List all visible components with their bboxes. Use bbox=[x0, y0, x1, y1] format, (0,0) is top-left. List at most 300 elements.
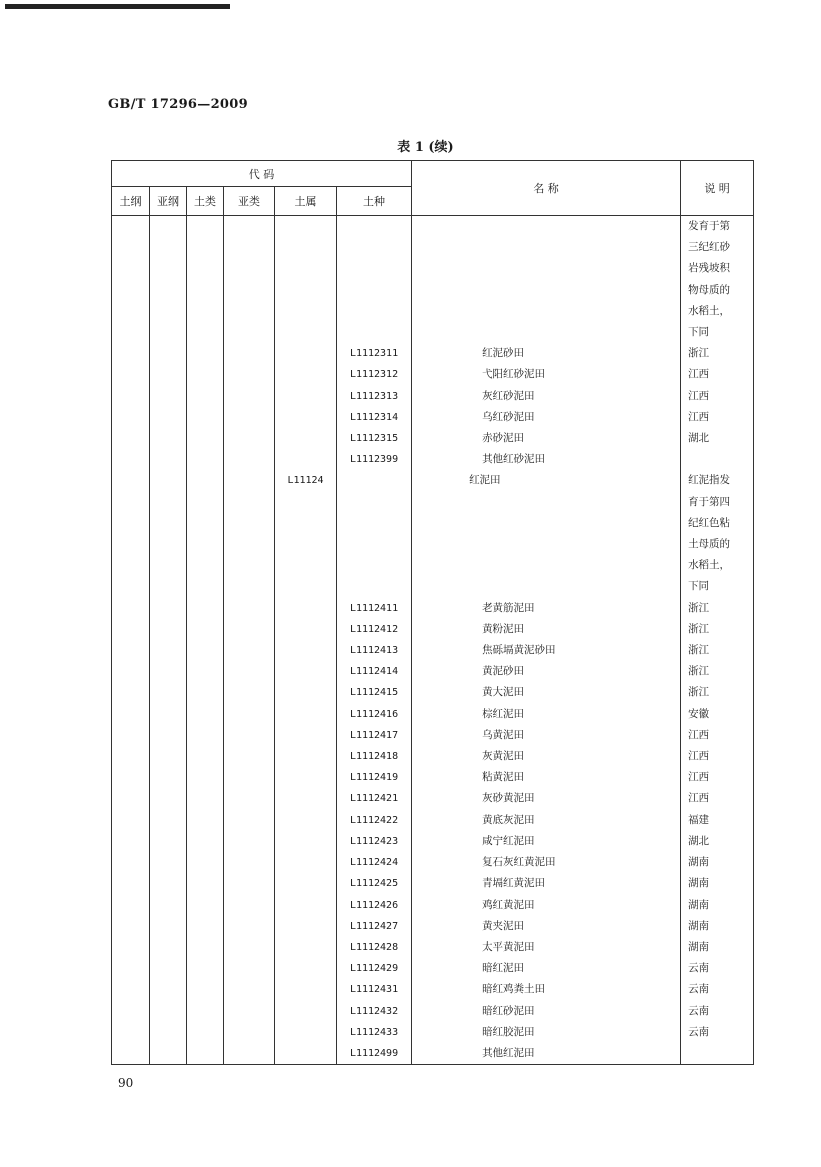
genus-cell bbox=[275, 386, 337, 407]
genus-cell bbox=[275, 661, 337, 682]
empty-cell bbox=[112, 725, 150, 746]
empty-cell bbox=[187, 937, 224, 958]
table-row bbox=[112, 364, 754, 385]
species-code-cell: L1112315 bbox=[337, 428, 412, 449]
table-row bbox=[112, 640, 754, 661]
col-header-suborder: 亚纲 bbox=[150, 187, 187, 216]
name-cell bbox=[412, 258, 681, 279]
table-row bbox=[112, 979, 754, 1000]
note-cell: 江西 bbox=[681, 407, 754, 428]
table-row bbox=[112, 895, 754, 916]
name-cell: 暗红鸡粪土田 bbox=[412, 979, 681, 1000]
empty-cell bbox=[187, 895, 224, 916]
note-cell: 浙江 bbox=[681, 343, 754, 364]
empty-cell bbox=[150, 301, 187, 322]
species-code-cell: L1112311 bbox=[337, 343, 412, 364]
name-cell: 粘黄泥田 bbox=[412, 767, 681, 788]
note-cell bbox=[681, 1043, 754, 1065]
empty-cell bbox=[187, 788, 224, 809]
name-cell: 其他红砂泥田 bbox=[412, 449, 681, 470]
genus-cell bbox=[275, 534, 337, 555]
empty-cell bbox=[187, 301, 224, 322]
code-group-header: 代 码 bbox=[112, 161, 412, 187]
genus-cell bbox=[275, 937, 337, 958]
note-cell: 云南 bbox=[681, 1001, 754, 1022]
col-header-subgroup: 亚类 bbox=[224, 187, 275, 216]
table-row bbox=[112, 598, 754, 619]
empty-cell bbox=[112, 534, 150, 555]
empty-cell bbox=[224, 598, 275, 619]
name-cell bbox=[412, 237, 681, 258]
empty-cell bbox=[187, 343, 224, 364]
empty-cell bbox=[224, 873, 275, 894]
col-header-order: 土纲 bbox=[112, 187, 150, 216]
note-cell bbox=[681, 449, 754, 470]
species-code-cell: L1112429 bbox=[337, 958, 412, 979]
genus-cell bbox=[275, 492, 337, 513]
document-code: GB/T 17296—2009 bbox=[108, 97, 248, 112]
empty-cell bbox=[112, 470, 150, 491]
empty-cell bbox=[224, 1001, 275, 1022]
species-code-cell: L1112417 bbox=[337, 725, 412, 746]
note-cell: 湖北 bbox=[681, 428, 754, 449]
empty-cell bbox=[150, 958, 187, 979]
empty-cell bbox=[224, 895, 275, 916]
empty-cell bbox=[187, 810, 224, 831]
empty-cell bbox=[150, 470, 187, 491]
empty-cell bbox=[112, 682, 150, 703]
col-header-species: 土种 bbox=[337, 187, 412, 216]
empty-cell bbox=[187, 1001, 224, 1022]
note-cell: 江西 bbox=[681, 788, 754, 809]
table-row bbox=[112, 958, 754, 979]
empty-cell bbox=[112, 1043, 150, 1065]
species-code-cell: L1112426 bbox=[337, 895, 412, 916]
note-cell: 下同 bbox=[681, 576, 754, 597]
empty-cell bbox=[150, 534, 187, 555]
table-row bbox=[112, 725, 754, 746]
empty-cell bbox=[187, 407, 224, 428]
empty-cell bbox=[150, 725, 187, 746]
empty-cell bbox=[187, 725, 224, 746]
empty-cell bbox=[224, 407, 275, 428]
empty-cell bbox=[150, 873, 187, 894]
genus-cell bbox=[275, 767, 337, 788]
empty-cell bbox=[187, 513, 224, 534]
name-cell: 黄粉泥田 bbox=[412, 619, 681, 640]
name-cell: 黄底灰泥田 bbox=[412, 810, 681, 831]
empty-cell bbox=[150, 407, 187, 428]
empty-cell bbox=[112, 428, 150, 449]
empty-cell bbox=[224, 958, 275, 979]
empty-cell bbox=[224, 852, 275, 873]
species-code-cell bbox=[337, 492, 412, 513]
empty-cell bbox=[112, 598, 150, 619]
note-cell: 云南 bbox=[681, 979, 754, 1000]
name-cell: 灰砂黄泥田 bbox=[412, 788, 681, 809]
table-row bbox=[112, 831, 754, 852]
empty-cell bbox=[112, 407, 150, 428]
species-code-cell bbox=[337, 301, 412, 322]
empty-cell bbox=[150, 449, 187, 470]
species-code-cell: L1112419 bbox=[337, 767, 412, 788]
note-cell: 江西 bbox=[681, 746, 754, 767]
name-cell: 鸡红黄泥田 bbox=[412, 895, 681, 916]
empty-cell bbox=[187, 576, 224, 597]
empty-cell bbox=[150, 386, 187, 407]
genus-cell bbox=[275, 237, 337, 258]
empty-cell bbox=[112, 555, 150, 576]
species-code-cell bbox=[337, 216, 412, 238]
table-row bbox=[112, 407, 754, 428]
table-row bbox=[112, 704, 754, 725]
empty-cell bbox=[150, 280, 187, 301]
empty-cell bbox=[150, 704, 187, 725]
empty-cell bbox=[187, 916, 224, 937]
empty-cell bbox=[224, 979, 275, 1000]
empty-cell bbox=[150, 598, 187, 619]
empty-cell bbox=[224, 280, 275, 301]
empty-cell bbox=[150, 258, 187, 279]
empty-cell bbox=[224, 661, 275, 682]
genus-cell bbox=[275, 746, 337, 767]
empty-cell bbox=[224, 449, 275, 470]
table-body bbox=[112, 216, 754, 1065]
empty-cell bbox=[224, 301, 275, 322]
note-cell: 红泥指发 bbox=[681, 470, 754, 491]
name-cell: 红泥田 bbox=[412, 470, 681, 491]
empty-cell bbox=[112, 916, 150, 937]
empty-cell bbox=[224, 470, 275, 491]
empty-cell bbox=[187, 364, 224, 385]
empty-cell bbox=[150, 364, 187, 385]
empty-cell bbox=[224, 704, 275, 725]
name-cell: 赤砂泥田 bbox=[412, 428, 681, 449]
species-code-cell: L1112423 bbox=[337, 831, 412, 852]
empty-cell bbox=[112, 640, 150, 661]
name-cell: 乌黄泥田 bbox=[412, 725, 681, 746]
empty-cell bbox=[187, 831, 224, 852]
name-cell: 黄泥砂田 bbox=[412, 661, 681, 682]
species-code-cell: L1112414 bbox=[337, 661, 412, 682]
table-row bbox=[112, 1043, 754, 1065]
species-code-cell: L1112428 bbox=[337, 937, 412, 958]
table-row bbox=[112, 343, 754, 364]
empty-cell bbox=[150, 619, 187, 640]
genus-cell bbox=[275, 979, 337, 1000]
note-cell: 发育于第 bbox=[681, 216, 754, 238]
note-cell: 浙江 bbox=[681, 598, 754, 619]
species-code-cell: L1112421 bbox=[337, 788, 412, 809]
empty-cell bbox=[224, 216, 275, 238]
table-row bbox=[112, 619, 754, 640]
name-cell: 其他红泥田 bbox=[412, 1043, 681, 1065]
name-cell: 太平黄泥田 bbox=[412, 937, 681, 958]
table-row bbox=[112, 386, 754, 407]
note-cell: 浙江 bbox=[681, 640, 754, 661]
empty-cell bbox=[224, 492, 275, 513]
note-cell: 育于第四 bbox=[681, 492, 754, 513]
empty-cell bbox=[224, 576, 275, 597]
table-row bbox=[112, 873, 754, 894]
empty-cell bbox=[187, 492, 224, 513]
empty-cell bbox=[150, 895, 187, 916]
empty-cell bbox=[112, 258, 150, 279]
empty-cell bbox=[187, 449, 224, 470]
genus-cell bbox=[275, 449, 337, 470]
empty-cell bbox=[187, 258, 224, 279]
genus-cell bbox=[275, 322, 337, 343]
species-code-cell bbox=[337, 576, 412, 597]
empty-cell bbox=[187, 661, 224, 682]
empty-cell bbox=[187, 682, 224, 703]
species-code-cell: L1112413 bbox=[337, 640, 412, 661]
species-code-cell bbox=[337, 322, 412, 343]
empty-cell bbox=[112, 386, 150, 407]
note-cell: 云南 bbox=[681, 1022, 754, 1043]
species-code-cell: L1112313 bbox=[337, 386, 412, 407]
name-cell bbox=[412, 280, 681, 301]
empty-cell bbox=[187, 1022, 224, 1043]
note-cell: 物母质的 bbox=[681, 280, 754, 301]
col-header-genus: 土属 bbox=[275, 187, 337, 216]
empty-cell bbox=[150, 682, 187, 703]
empty-cell bbox=[187, 470, 224, 491]
note-cell: 下同 bbox=[681, 322, 754, 343]
species-code-cell: L1112416 bbox=[337, 704, 412, 725]
empty-cell bbox=[150, 576, 187, 597]
empty-cell bbox=[112, 280, 150, 301]
genus-cell bbox=[275, 619, 337, 640]
empty-cell bbox=[187, 746, 224, 767]
empty-cell bbox=[150, 216, 187, 238]
species-code-cell bbox=[337, 534, 412, 555]
species-code-cell bbox=[337, 237, 412, 258]
empty-cell bbox=[112, 449, 150, 470]
genus-cell bbox=[275, 428, 337, 449]
genus-cell bbox=[275, 725, 337, 746]
empty-cell bbox=[224, 534, 275, 555]
genus-cell bbox=[275, 704, 337, 725]
genus-cell bbox=[275, 852, 337, 873]
empty-cell bbox=[112, 619, 150, 640]
empty-cell bbox=[112, 788, 150, 809]
note-cell: 纪红色粘 bbox=[681, 513, 754, 534]
empty-cell bbox=[150, 343, 187, 364]
note-cell: 水稻土， bbox=[681, 555, 754, 576]
table-row bbox=[112, 322, 754, 343]
genus-cell bbox=[275, 555, 337, 576]
table-row bbox=[112, 513, 754, 534]
empty-cell bbox=[187, 979, 224, 1000]
note-cell: 江西 bbox=[681, 767, 754, 788]
table-row bbox=[112, 428, 754, 449]
empty-cell bbox=[150, 555, 187, 576]
empty-cell bbox=[150, 661, 187, 682]
genus-cell bbox=[275, 873, 337, 894]
empty-cell bbox=[150, 237, 187, 258]
empty-cell bbox=[224, 682, 275, 703]
empty-cell bbox=[224, 619, 275, 640]
genus-cell: L11124 bbox=[275, 470, 337, 491]
name-cell bbox=[412, 576, 681, 597]
table-caption bbox=[0, 136, 821, 155]
empty-cell bbox=[224, 513, 275, 534]
genus-cell bbox=[275, 598, 337, 619]
empty-cell bbox=[150, 492, 187, 513]
note-cell: 岩残坡积 bbox=[681, 258, 754, 279]
empty-cell bbox=[224, 725, 275, 746]
species-code-cell: L1112422 bbox=[337, 810, 412, 831]
table-row bbox=[112, 576, 754, 597]
species-code-cell: L1112412 bbox=[337, 619, 412, 640]
species-code-cell: L1112415 bbox=[337, 682, 412, 703]
genus-cell bbox=[275, 364, 337, 385]
species-code-cell: L1112312 bbox=[337, 364, 412, 385]
empty-cell bbox=[112, 492, 150, 513]
name-cell bbox=[412, 322, 681, 343]
empty-cell bbox=[112, 704, 150, 725]
genus-cell bbox=[275, 640, 337, 661]
species-code-cell bbox=[337, 280, 412, 301]
name-cell: 老黄筋泥田 bbox=[412, 598, 681, 619]
note-cell: 湖南 bbox=[681, 937, 754, 958]
species-code-cell bbox=[337, 258, 412, 279]
table-row bbox=[112, 916, 754, 937]
species-code-cell: L1112427 bbox=[337, 916, 412, 937]
empty-cell bbox=[187, 873, 224, 894]
empty-cell bbox=[224, 937, 275, 958]
empty-cell bbox=[112, 852, 150, 873]
empty-cell bbox=[112, 322, 150, 343]
empty-cell bbox=[224, 343, 275, 364]
empty-cell bbox=[224, 810, 275, 831]
table-row bbox=[112, 470, 754, 491]
species-code-cell: L1112499 bbox=[337, 1043, 412, 1065]
empty-cell bbox=[224, 1022, 275, 1043]
empty-cell bbox=[150, 852, 187, 873]
empty-cell bbox=[224, 746, 275, 767]
empty-cell bbox=[187, 1043, 224, 1065]
note-cell: 三纪红砂 bbox=[681, 237, 754, 258]
col-header-group: 土类 bbox=[187, 187, 224, 216]
genus-cell bbox=[275, 343, 337, 364]
empty-cell bbox=[112, 979, 150, 1000]
name-cell: 暗红砂泥田 bbox=[412, 1001, 681, 1022]
empty-cell bbox=[150, 810, 187, 831]
empty-cell bbox=[112, 958, 150, 979]
note-cell: 安徽 bbox=[681, 704, 754, 725]
empty-cell bbox=[224, 831, 275, 852]
note-cell: 湖南 bbox=[681, 895, 754, 916]
note-cell: 土母质的 bbox=[681, 534, 754, 555]
empty-cell bbox=[112, 513, 150, 534]
note-cell: 浙江 bbox=[681, 661, 754, 682]
empty-cell bbox=[224, 364, 275, 385]
empty-cell bbox=[187, 852, 224, 873]
note-cell: 水稻土， bbox=[681, 301, 754, 322]
genus-cell bbox=[275, 682, 337, 703]
genus-cell bbox=[275, 216, 337, 238]
note-header: 说 明 bbox=[681, 161, 754, 216]
species-code-cell: L1112425 bbox=[337, 873, 412, 894]
empty-cell bbox=[187, 598, 224, 619]
empty-cell bbox=[187, 322, 224, 343]
soil-classification-table bbox=[111, 160, 754, 1065]
empty-cell bbox=[112, 810, 150, 831]
empty-cell bbox=[150, 979, 187, 1000]
empty-cell bbox=[187, 280, 224, 301]
genus-cell bbox=[275, 280, 337, 301]
top-edge-bar bbox=[5, 4, 230, 9]
note-cell: 湖北 bbox=[681, 831, 754, 852]
empty-cell bbox=[187, 767, 224, 788]
genus-cell bbox=[275, 1043, 337, 1065]
table-row bbox=[112, 810, 754, 831]
empty-cell bbox=[224, 916, 275, 937]
species-code-cell: L1112314 bbox=[337, 407, 412, 428]
species-code-cell: L1112433 bbox=[337, 1022, 412, 1043]
empty-cell bbox=[150, 1001, 187, 1022]
empty-cell bbox=[150, 640, 187, 661]
empty-cell bbox=[112, 873, 150, 894]
name-cell bbox=[412, 301, 681, 322]
empty-cell bbox=[224, 322, 275, 343]
table-row bbox=[112, 449, 754, 470]
name-cell: 暗红胶泥田 bbox=[412, 1022, 681, 1043]
empty-cell bbox=[187, 534, 224, 555]
empty-cell bbox=[187, 958, 224, 979]
genus-cell bbox=[275, 788, 337, 809]
table-row bbox=[112, 1001, 754, 1022]
empty-cell bbox=[187, 428, 224, 449]
table-row bbox=[112, 280, 754, 301]
empty-cell bbox=[150, 1043, 187, 1065]
empty-cell bbox=[112, 746, 150, 767]
name-cell: 棕红泥田 bbox=[412, 704, 681, 725]
empty-cell bbox=[187, 640, 224, 661]
empty-cell bbox=[112, 1001, 150, 1022]
genus-cell bbox=[275, 513, 337, 534]
species-code-cell: L1112431 bbox=[337, 979, 412, 1000]
genus-cell bbox=[275, 1022, 337, 1043]
note-cell: 云南 bbox=[681, 958, 754, 979]
empty-cell bbox=[224, 555, 275, 576]
empty-cell bbox=[150, 831, 187, 852]
genus-cell bbox=[275, 810, 337, 831]
name-cell bbox=[412, 216, 681, 238]
empty-cell bbox=[112, 895, 150, 916]
table-row bbox=[112, 555, 754, 576]
empty-cell bbox=[150, 1022, 187, 1043]
empty-cell bbox=[224, 640, 275, 661]
empty-cell bbox=[150, 937, 187, 958]
empty-cell bbox=[112, 216, 150, 238]
name-cell: 红泥砂田 bbox=[412, 343, 681, 364]
note-cell: 江西 bbox=[681, 725, 754, 746]
empty-cell bbox=[150, 916, 187, 937]
note-cell: 江西 bbox=[681, 386, 754, 407]
note-cell: 浙江 bbox=[681, 682, 754, 703]
empty-cell bbox=[112, 237, 150, 258]
table-row bbox=[112, 682, 754, 703]
table-row bbox=[112, 852, 754, 873]
empty-cell bbox=[112, 301, 150, 322]
table-row bbox=[112, 788, 754, 809]
table-row bbox=[112, 767, 754, 788]
genus-cell bbox=[275, 258, 337, 279]
name-header: 名 称 bbox=[412, 161, 681, 216]
